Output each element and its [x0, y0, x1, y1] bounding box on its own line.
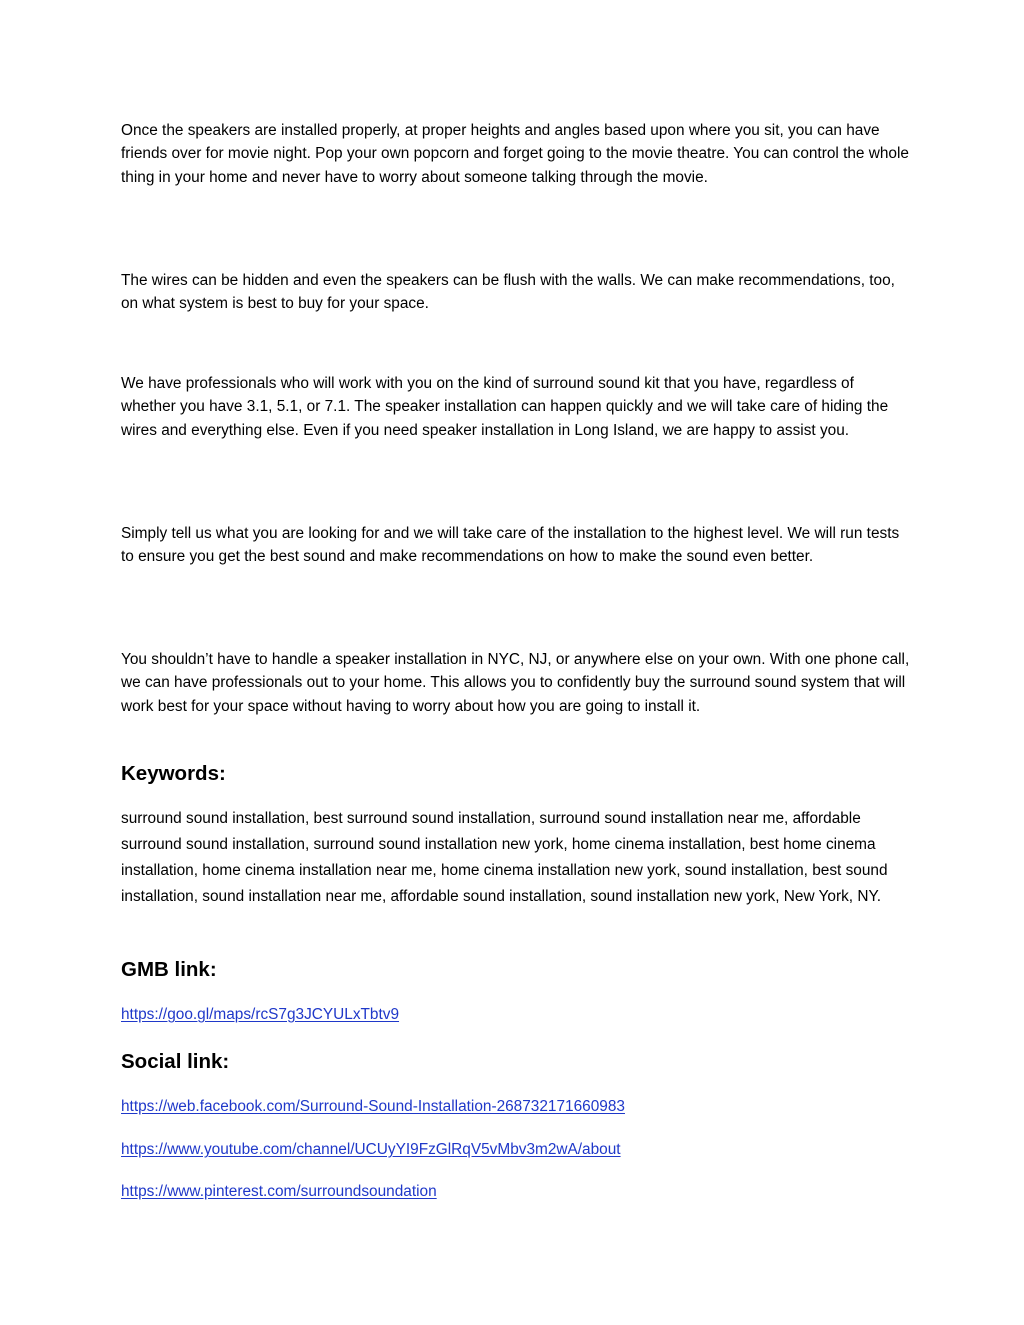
keywords-heading: Keywords:	[121, 762, 226, 785]
paragraph-nyc-nj: You shouldn’t have to handle a speaker installation in NYC, NJ, or anywhere else on your own. With one phone call, we can have professionals out to your home. This allows you to confidently buy the surround sound system that will work best for your space without having to worry about how you are going to install it.	[121, 651, 910, 715]
paragraph-hidden-wires: The wires can be hidden and even the speakers can be flush with the walls. We can make recommendations, too, on what system is best to buy for your space.	[121, 272, 895, 313]
social-heading: Social link:	[121, 1050, 230, 1073]
youtube-link[interactable]: https://www.youtube.com/channel/UCUyYI9FzGlRqV5vMbv3m2wA/about	[121, 1141, 621, 1158]
keywords-text: surround sound installation, best surround sound installation, surround sound installation near me, affordable surround sound installation, surround sound installation new york, home cinema installation, best home cinema installation, home cinema installation near me, home cinema installation new york, sound installation, best sound installation, sound installation near me, affordable sound installation, sound installation new york, New York, NY.	[121, 810, 888, 905]
gmb-link[interactable]: https://goo.gl/maps/rcS7g3JCYULxTbtv9	[121, 1006, 400, 1023]
paragraph-tell-us: Simply tell us what you are looking for and we will take care of the installation to the highest level. We will run tests to ensure you get the best sound and make recommendations on how to make the sound even better.	[121, 525, 900, 566]
pinterest-link[interactable]: https://www.pinterest.com/surroundsoundation	[121, 1183, 437, 1200]
paragraph-professionals: We have professionals who will work with you on the kind of surround sound kit that you have, regardless of whether you have 3.1, 5.1, or 7.1. The speaker installation can happen quickly and we will take care of hiding the wires and everything else. Even if you need speaker installation in Long Island, we are happy to assist you.	[121, 375, 889, 439]
facebook-link[interactable]: https://web.facebook.com/Surround-Sound-Installation-268732171660983	[121, 1098, 625, 1115]
paragraph-movie-night: Once the speakers are installed properly, at proper heights and angles based upon where you sit, you can have friends over for movie night. Pop your own popcorn and forget going to the movie theatre. You can control the whole thing in your home and never have to worry about someone talking through the movie.	[121, 122, 909, 186]
gmb-heading: GMB link:	[121, 958, 217, 981]
